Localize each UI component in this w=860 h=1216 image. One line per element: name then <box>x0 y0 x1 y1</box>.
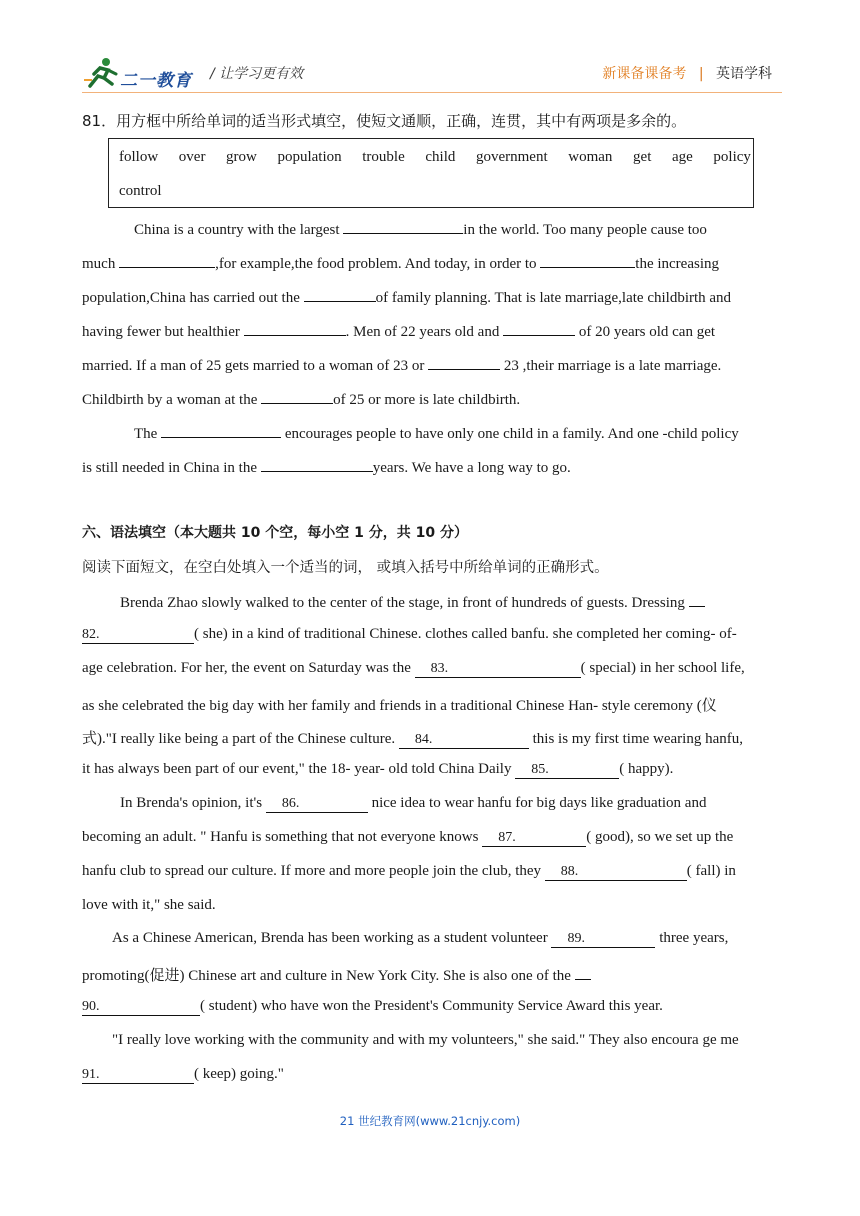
answer-blank-83[interactable]: 83. <box>415 661 581 678</box>
passage-line: hanfu club to spread our culture. If more and more people join the club, they 88. ( fall) in <box>82 863 736 879</box>
word-item: child <box>425 149 456 165</box>
answer-blank[interactable] <box>540 253 635 268</box>
header-divider <box>82 92 782 93</box>
answer-blank[interactable] <box>689 592 705 607</box>
passage-line: married. If a man of 25 gets married to a woman of 23 or 23 ,their marriage is a late marriage. <box>82 355 721 375</box>
page-header <box>82 56 782 90</box>
answer-blank[interactable] <box>343 219 463 234</box>
passage-line: Childbirth by a woman at the of 25 or more is late childbirth. <box>82 389 520 409</box>
answer-blank-87[interactable]: 87. <box>482 830 586 847</box>
answer-blank[interactable] <box>304 287 376 302</box>
word-item: age <box>671 149 693 165</box>
passage-line: 90. ( student) who have won the President's Community Service Award this year. <box>82 998 663 1014</box>
passage-line: In Brenda's opinion, it's 86. nice idea to wear hanfu for big days like graduation and <box>120 795 707 811</box>
passage-line: as she celebrated the big day with her family and friends in a traditional Chinese Han- style ceremony (仪 <box>82 698 717 714</box>
word-item: control <box>119 183 162 199</box>
word-item: woman <box>568 149 613 165</box>
passage-line: promoting(促进) Chinese art and culture in New York City. She is also one of the <box>82 964 591 985</box>
answer-blank[interactable] <box>161 423 281 438</box>
word-item: government <box>475 149 548 165</box>
passage-line: The encourages people to have only one child in a family. And one -child policy <box>134 423 739 443</box>
question-81-prompt: 81．用方框中所给单词的适当形式填空，使短文通顺，正确，连贯，其中有两项是多余的。 <box>82 112 687 130</box>
answer-blank[interactable] <box>503 321 575 336</box>
answer-blank[interactable] <box>119 253 215 268</box>
passage-line: Brenda Zhao slowly walked to the center of the stage, in front of hundreds of guests. Dressing <box>120 592 705 612</box>
passage-line: having fewer but healthier . Men of 22 years old and of 20 years old can get <box>82 321 715 341</box>
header-category: 新课备课备考 <box>602 66 687 82</box>
passage-line: much ,for example,the food problem. And today, in order to the increasing <box>82 253 719 273</box>
word-item: policy <box>713 149 751 165</box>
answer-blank-89[interactable]: 89. <box>551 931 655 948</box>
passage-line: population,China has carried out the of family planning. That is late marriage,late childbirth and <box>82 287 731 307</box>
section-6-instruction: 阅读下面短文，在空白处填入一个适当的词， 或填入括号中所给单词的正确形式。 <box>82 560 609 576</box>
passage-line: love with it," she said. <box>82 897 216 913</box>
slogan: / 让学习更有效 <box>210 66 304 82</box>
runner-logo-icon <box>82 56 122 90</box>
passage-line: 式)."I really like being a part of the Chinese culture. 84. this is my first time wearing hanfu, <box>82 731 743 747</box>
answer-blank-88[interactable]: 88. <box>545 864 687 881</box>
answer-blank[interactable] <box>428 355 500 370</box>
passage-line: is still needed in China in the years. We have a long way to go. <box>82 457 571 477</box>
header-subject: 英语学科 <box>716 66 772 82</box>
answer-blank-91[interactable]: 91. <box>82 1067 194 1084</box>
answer-blank-86[interactable]: 86. <box>266 796 368 813</box>
answer-blank-85[interactable]: 85. <box>515 762 619 779</box>
footer-text[interactable]: 21 世纪教育网(www.21cnjy.com) <box>339 1114 521 1128</box>
word-item: population <box>277 149 342 165</box>
word-box-row <box>119 149 751 166</box>
header-separator: | <box>698 66 704 82</box>
word-item: trouble <box>362 149 405 165</box>
answer-blank[interactable] <box>244 321 346 336</box>
answer-blank[interactable] <box>575 965 591 980</box>
answer-blank-82[interactable]: 82. <box>82 627 194 644</box>
answer-blank-90[interactable]: 90. <box>82 999 200 1016</box>
word-item: over <box>178 149 206 165</box>
header-right <box>602 63 772 83</box>
passage-line: becoming an adult. " Hanfu is something that not everyone knows 87. ( good), so we set up the <box>82 829 734 845</box>
word-item: follow <box>119 149 159 165</box>
word-box <box>108 138 754 208</box>
passage-line: As a Chinese American, Brenda has been working as a student volunteer 89. three years, <box>112 930 729 946</box>
passage-line: 91. ( keep) going." <box>82 1066 284 1082</box>
section-6-title: 六、语法填空（本大题共 10 个空，每小空 1 分，共 10 分） <box>82 525 468 541</box>
passage-line: age celebration. For her, the event on Saturday was the 83. ( special) in her school life, <box>82 660 745 676</box>
passage-line: 82. ( she) in a kind of traditional Chinese. clothes called banfu. she completed her coming- of- <box>82 626 737 642</box>
answer-blank-84[interactable]: 84. <box>399 732 529 749</box>
logo-text: 二一教育 <box>120 71 192 91</box>
answer-blank[interactable] <box>261 457 373 472</box>
passage-line: it has always been part of our event," the 18- year- old told China Daily 85. ( happy). <box>82 761 674 777</box>
passage-line: China is a country with the largest in the world. Too many people cause too <box>134 219 707 239</box>
word-item: get <box>633 149 652 165</box>
passage-line: "I really love working with the community and with my volunteers," she said." They also encoura ge me <box>112 1032 739 1048</box>
answer-blank[interactable] <box>261 389 333 404</box>
word-item: grow <box>226 149 257 165</box>
